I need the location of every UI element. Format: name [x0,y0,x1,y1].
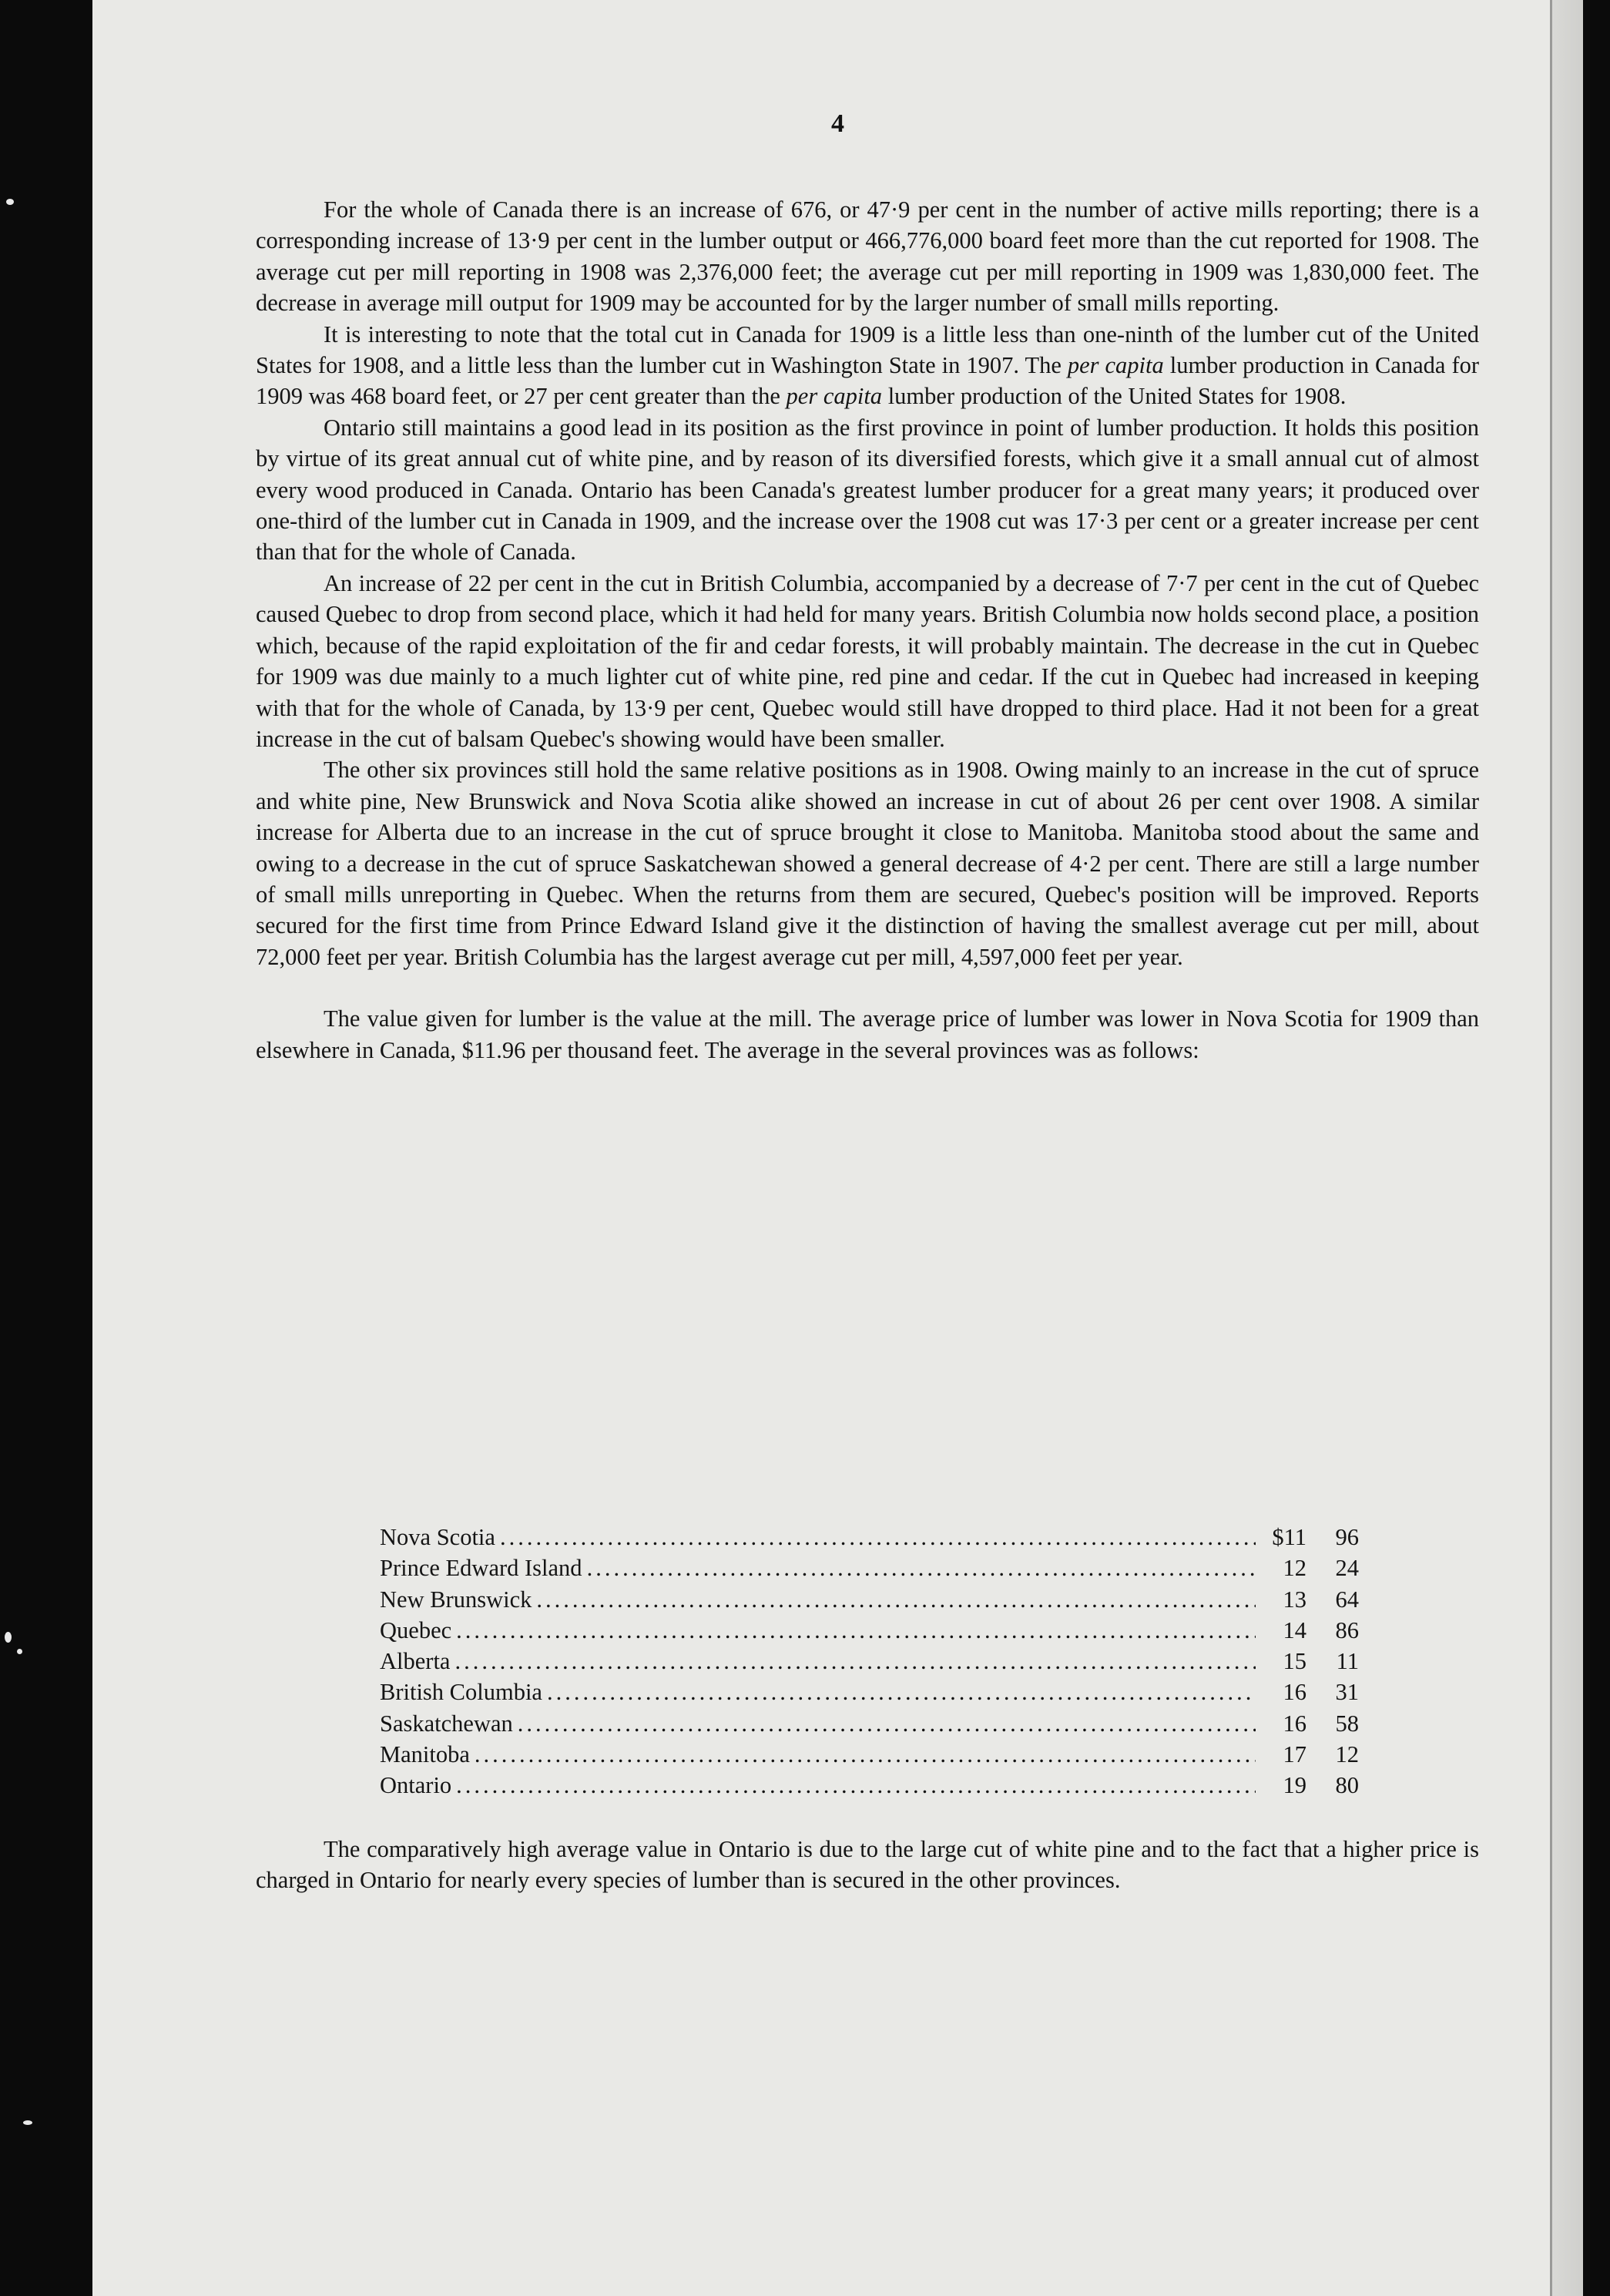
dot-leader [547,1677,1256,1707]
price-dollars: 17 [1283,1741,1306,1768]
dot-leader [500,1522,1256,1552]
price-dollars: 16 [1283,1710,1306,1737]
paragraph-4: An increase of 22 per cent in the cut in British Columbia, accompanied by a decrease of 7·7 per cent in the cut of Quebec caused Quebec to drop from second place, which it had held for many years. British Columbia now holds second place, a position which, because of the rapid exploitation of the fir and cedar forests, it will probably maintain. The decrease in the cut in Quebec for 1909 was due mainly to a much lighter cut of white pine, red pine and cedar. If the cut in Quebec had increased in keeping with that for the whole of Canada, by 13·9 per cent, Quebec would still have dropped to third place. Had it not been for a great increase in the cut of balsam Quebec's showing would have been smaller. [256,569,1479,752]
price-dollars: 15 [1283,1648,1306,1675]
price-cents: 64 [1335,1586,1359,1613]
per-capita-term-2: per capita [786,383,883,410]
price-cents: 80 [1335,1772,1359,1799]
paragraph-2-part-2: lumber production in Canada for 1909 was 468 board feet, or 27 per cent greater than the [256,352,1480,410]
paragraph-1: For the whole of Canada there is an increase of 676, or 47·9 per cent in the number of active mills reporting; there is a corresponding increase of 13·9 per cent in the lumber output or 466,776,000 board feet more than the cut reported for 1908. The average cut per mill reporting in 1908 was 2,376,000 feet; the average cut per mill reporting in 1909 was 1,830,000 feet. The decrease in average mill output for 1909 may be accounted for by the larger number of small mills reporting. [256,196,1479,317]
body-text [256,194,1479,1066]
price-cents: 24 [1335,1555,1359,1582]
paragraph-7: The comparatively high average value in Ontario is due to the large cut of white pine and to the fact that a higher price is charged in Ontario for nearly every species of lumber than is secured in the other provinces. [256,1836,1479,1894]
province-name: Saskatchewan [380,1710,513,1737]
province-name: British Columbia [380,1679,542,1706]
province-name: Alberta [380,1648,451,1675]
scan-speck [17,1649,22,1654]
price-cents: 12 [1335,1741,1359,1768]
page-number: 4 [831,109,844,138]
price-cents: 11 [1336,1648,1359,1675]
province-name: Nova Scotia [380,1524,495,1550]
price-dollars: 12 [1283,1555,1306,1582]
dot-leader [587,1552,1256,1583]
paragraph-6: The value given for lumber is the value at the mill. The average price of lumber was lower in Nova Scotia for 1909 than elsewhere in Canada, $11.96 per thousand feet. The average in the several provinces was as follows: [256,1005,1479,1063]
per-capita-term-1: per capita [1067,352,1164,379]
price-row [380,1770,1359,1801]
price-row [380,1677,1359,1707]
scan-speck [23,2120,32,2125]
price-dollars: 16 [1283,1679,1306,1706]
dot-leader [456,1770,1256,1801]
price-dollars: 14 [1283,1616,1306,1643]
price-row [380,1708,1359,1739]
dot-leader [536,1584,1256,1615]
document-page [92,0,1583,2296]
scan-speck [6,199,14,205]
paragraph-2 [256,319,1479,412]
closing-paragraph [256,1834,1479,1896]
dot-leader [518,1708,1256,1739]
province-name: Prince Edward Island [380,1555,582,1582]
price-table [380,1522,1359,1801]
page-edge-shadow [1550,0,1583,2296]
paragraph-2-part-1: It is interesting to note that the total cut in Canada for 1909 is a little less than one-ninth of the lumber cut of the United States for 1908, and a little less than the lumber cut in Washington State in 1907. The [256,321,1479,379]
price-cents: 31 [1335,1679,1359,1706]
price-cents: 96 [1335,1524,1359,1550]
price-row [380,1552,1359,1583]
paragraph-3: Ontario still maintains a good lead in its position as the first province in point of lumber production. It holds this position by virtue of its great annual cut of white pine, and by reason of its diversified forests, which give it a small annual cut of almost every wood produced in Canada. Ontario has been Canada's greatest lumber producer for a great many years; it produced over one-third of the lumber cut in Canada in 1909, and the increase over the 1908 cut was 17·3 per cent or a greater increase per cent than that for the whole of Canada. [256,414,1479,566]
price-cents: 58 [1335,1710,1359,1737]
price-row [380,1615,1359,1646]
dot-leader [456,1615,1256,1646]
price-row [380,1739,1359,1770]
province-name: Ontario [380,1772,452,1799]
dot-leader [475,1739,1256,1770]
paragraph-2-part-3: lumber production of the United States for 1908. [887,383,1347,410]
price-cents: 86 [1335,1616,1359,1643]
price-row [380,1646,1359,1677]
price-row [380,1584,1359,1615]
province-name: Quebec [380,1616,452,1643]
province-name: New Brunswick [380,1586,532,1613]
price-dollars: $11 [1272,1524,1306,1550]
scan-speck [5,1632,12,1643]
paragraph-5: The other six provinces still hold the same relative positions as in 1908. Owing mainly to an increase in the cut of spruce and white pine, New Brunswick and Nova Scotia alike showed an increase in cut of about 26 per cent over 1908. A similar increase for Alberta due to an increase in the cut of spruce brought it close to Manitoba. Manitoba stood about the same and owing to a decrease in the cut of spruce Saskatchewan showed a general decrease of 4·2 per cent. There are still a large number of small mills unreporting in Quebec. When the returns from them are secured, Quebec's position will be improved. Reports secured for the first time from Prince Edward Island give it the distinction of having the smallest average cut per mill, about 72,000 feet per year. British Columbia has the largest average cut per mill, 4,597,000 feet per year. [256,757,1479,970]
province-name: Manitoba [380,1741,470,1768]
price-dollars: 19 [1283,1772,1306,1799]
dot-leader [454,1646,1256,1677]
price-dollars: 13 [1283,1586,1306,1613]
price-row [380,1522,1359,1552]
